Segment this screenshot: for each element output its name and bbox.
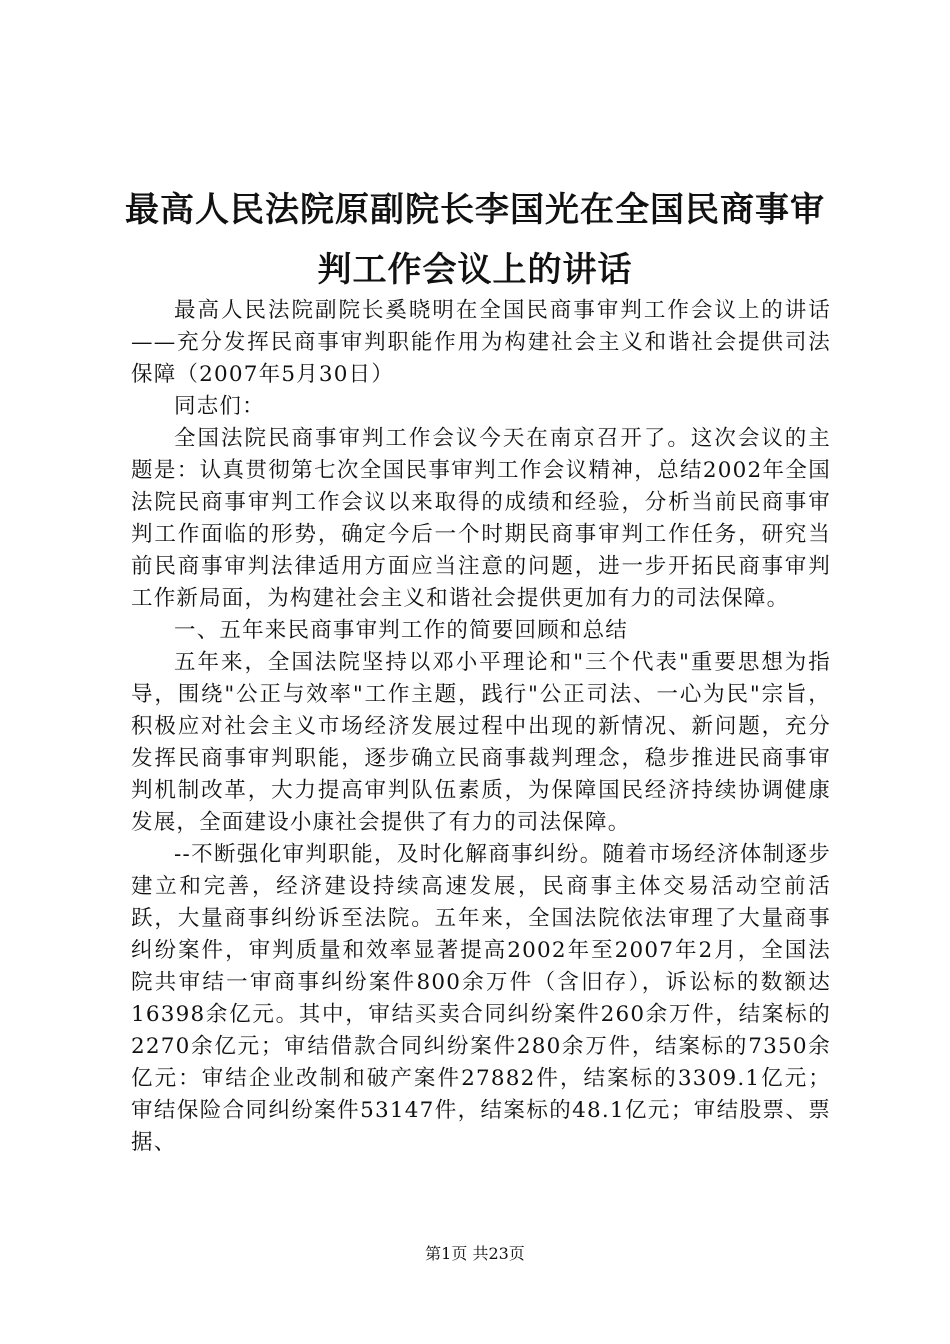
document-title-line-2: 判工作会议上的讲话	[317, 250, 633, 290]
paragraph-salutation: 同志们：	[174, 394, 265, 419]
paragraph-commercial-disputes: --不断强化审判职能，及时化解商事纠纷。随着市场经济体制逐步建立和完善，经济建设持续高速发展，民商事主体交易活动空前活跃，大量商事纠纷诉至法院。五年来，全国法院依法审理了大量商事纠纷案件，审判质量和效率显著提高2002年至2007年2月，全国法院共审结一审商事纠纷案件800余万件（含旧存），诉讼标的数额达16398余亿元。其中，审结买卖合同纠纷案件260余万件，结案标的2270余亿元；审结借款合同纠纷案件280余万件，结案标的7350余亿元：审结企业改制和破产案件27882件，结案标的3309.1亿元；审结保险合同纠纷案件53147件，结案标的48.1亿元；审结股票、票据、	[131, 842, 831, 1155]
page-footer: 第1页 共23页	[425, 1244, 525, 1263]
section-heading-1: 一、五年来民商事审判工作的简要回顾和总结	[174, 618, 629, 643]
document-body	[131, 295, 831, 1159]
paragraph-five-year-review: 五年来，全国法院坚持以邓小平理论和"三个代表"重要思想为指导，围绕"公正与效率"工作主题，践行"公正司法、一心为民"宗旨，积极应对社会主义市场经济发展过程中出现的新情况、新问题，充分发挥民商事审判职能，逐步确立民商事裁判理念，稳步推进民商事审判机制改革，大力提高审判队伍素质，为保障国民经济持续协调健康发展，全面建设小康社会提供了有力的司法保障。	[131, 650, 831, 835]
paragraph-intro: 最高人民法院副院长奚晓明在全国民商事审判工作会议上的讲话——充分发挥民商事审判职能作用为构建社会主义和谐社会提供司法保障（2007年5月30日）	[131, 298, 831, 387]
paragraph-meeting-theme: 全国法院民商事审判工作会议今天在南京召开了。这次会议的主题是：认真贯彻第七次全国民事审判工作会议精神，总结2002年全国法院民商事审判工作会议以来取得的成绩和经验，分析当前民商事审判工作面临的形势，确定今后一个时期民商事审判工作任务，研究当前民商事审判法律适用方面应当注意的问题，进一步开拓民商事审判工作新局面，为构建社会主义和谐社会提供更加有力的司法保障。	[131, 426, 831, 611]
document-title-line-1: 最高人民法院原副院长李国光在全国民商事审	[125, 190, 825, 230]
